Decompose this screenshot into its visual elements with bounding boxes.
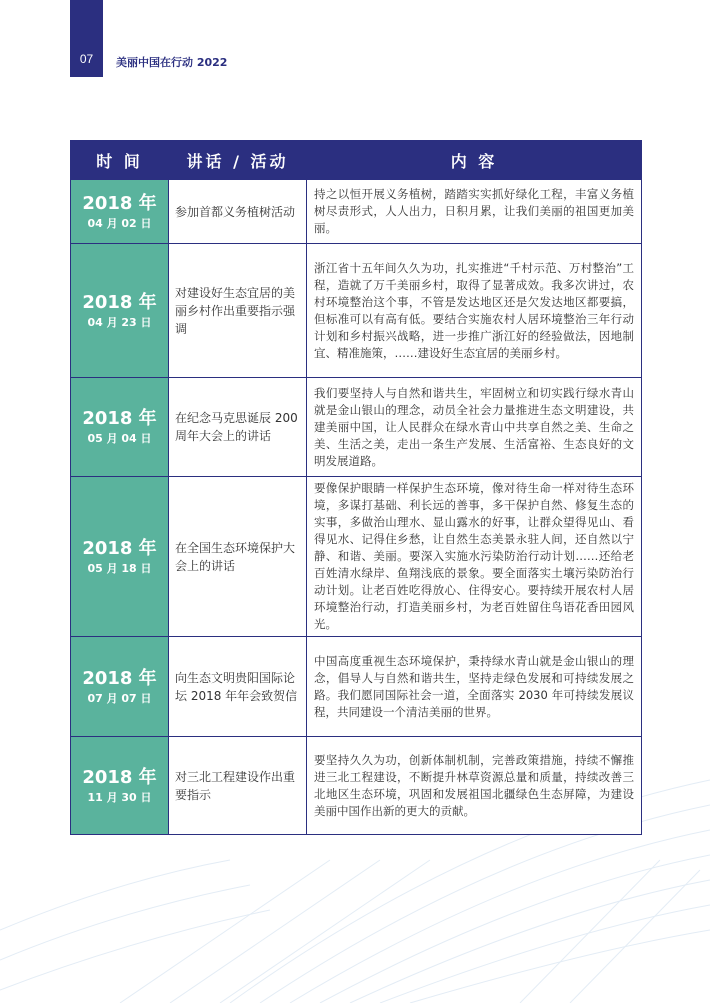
date-cell	[71, 477, 169, 637]
year: 2018 年	[82, 667, 157, 689]
activity-cell: 参加首都义务植树活动	[169, 180, 307, 244]
table-row	[71, 477, 642, 637]
date-cell	[71, 378, 169, 477]
month-day: 04 月 23 日	[87, 315, 152, 329]
column-header-activity: 讲话 / 活动	[169, 141, 307, 180]
month-day: 05 月 18 日	[87, 561, 152, 575]
year: 2018 年	[82, 766, 157, 788]
timeline-table	[70, 140, 642, 835]
activity-cell: 在纪念马克思诞辰 200 周年大会上的讲话	[169, 378, 307, 477]
month-day: 07 月 07 日	[87, 691, 152, 705]
activity-cell: 对建设好生态宜居的美丽乡村作出重要指示强调	[169, 244, 307, 378]
content-cell: 要坚持久久为功，创新体制机制，完善政策措施，持续不懈推进三北工程建设，不断提升林草资源总量和质量，持续改善三北地区生态环境，巩固和发展祖国北疆绿色生态屏障，为建设美丽中国作出新的更大的贡献。	[307, 737, 642, 835]
page-number: 07	[79, 52, 94, 66]
content-cell: 持之以恒开展义务植树，踏踏实实抓好绿化工程，丰富义务植树尽责形式，人人出力，日积月累，让我们美丽的祖国更加美丽。	[307, 180, 642, 244]
table-row	[71, 737, 642, 835]
column-header-time: 时 间	[71, 141, 169, 180]
date-cell	[71, 244, 169, 378]
year: 2018 年	[82, 192, 157, 214]
content-cell: 我们要坚持人与自然和谐共生，牢固树立和切实践行绿水青山就是金山银山的理念，动员全社会力量推进生态文明建设，共建美丽中国，让人民群众在绿水青山中共享自然之美、生命之美、生活之美，走出一条生产发展、生活富裕、生态良好的文明发展道路。	[307, 378, 642, 477]
month-day: 11 月 30 日	[87, 790, 152, 804]
table-row	[71, 637, 642, 737]
content-cell: 浙江省十五年间久久为功，扎实推进“千村示范、万村整治”工程，造就了万千美丽乡村，取得了显著成效。我多次讲过，农村环境整治这个事，不管是发达地区还是欠发达地区都要搞，但标准可以有高有低。要结合实施农村人居环境整治三年行动计划和乡村振兴战略，进一步推广浙江好的经验做法，因地制宜、精准施策，……建设好生态宜居的美丽乡村。	[307, 244, 642, 378]
year: 2018 年	[82, 537, 157, 559]
table-row	[71, 244, 642, 378]
header-title: 美丽中国在行动 2022	[116, 56, 228, 69]
date-cell	[71, 737, 169, 835]
table-row	[71, 378, 642, 477]
content-cell: 中国高度重视生态环境保护，秉持绿水青山就是金山银山的理念，倡导人与自然和谐共生，坚持走绿色发展和可持续发展之路。我们愿同国际社会一道，全面落实 2030 年可持续发展议程，共同建设一个清洁美丽的世界。	[307, 637, 642, 737]
activity-cell: 向生态文明贵阳国际论坛 2018 年年会致贺信	[169, 637, 307, 737]
content-cell: 要像保护眼睛一样保护生态环境，像对待生命一样对待生态环境，多谋打基础、利长远的善事，多干保护自然、修复生态的实事，多做治山理水、显山露水的好事，让群众望得见山、看得见水、记得住乡愁，让自然生态美景永驻人间，还自然以宁静、和谐、美丽。要深入实施水污染防治行动计划……还给老百姓清水绿岸、鱼翔浅底的景象。要全面落实土壤污染防治行动计划。让老百姓吃得放心、住得安心。要持续开展农村人居环境整治行动，打造美丽乡村，为老百姓留住鸟语花香田园风光。	[307, 477, 642, 637]
column-header-content: 内 容	[307, 141, 642, 180]
table-row	[71, 180, 642, 244]
date-cell	[71, 637, 169, 737]
year: 2018 年	[82, 291, 157, 313]
activity-cell: 对三北工程建设作出重要指示	[169, 737, 307, 835]
table-header-row	[71, 141, 642, 180]
activity-cell: 在全国生态环境保护大会上的讲话	[169, 477, 307, 637]
date-cell	[71, 180, 169, 244]
month-day: 04 月 02 日	[87, 216, 152, 230]
month-day: 05 月 04 日	[87, 432, 152, 445]
year: 2018 年	[82, 408, 157, 429]
